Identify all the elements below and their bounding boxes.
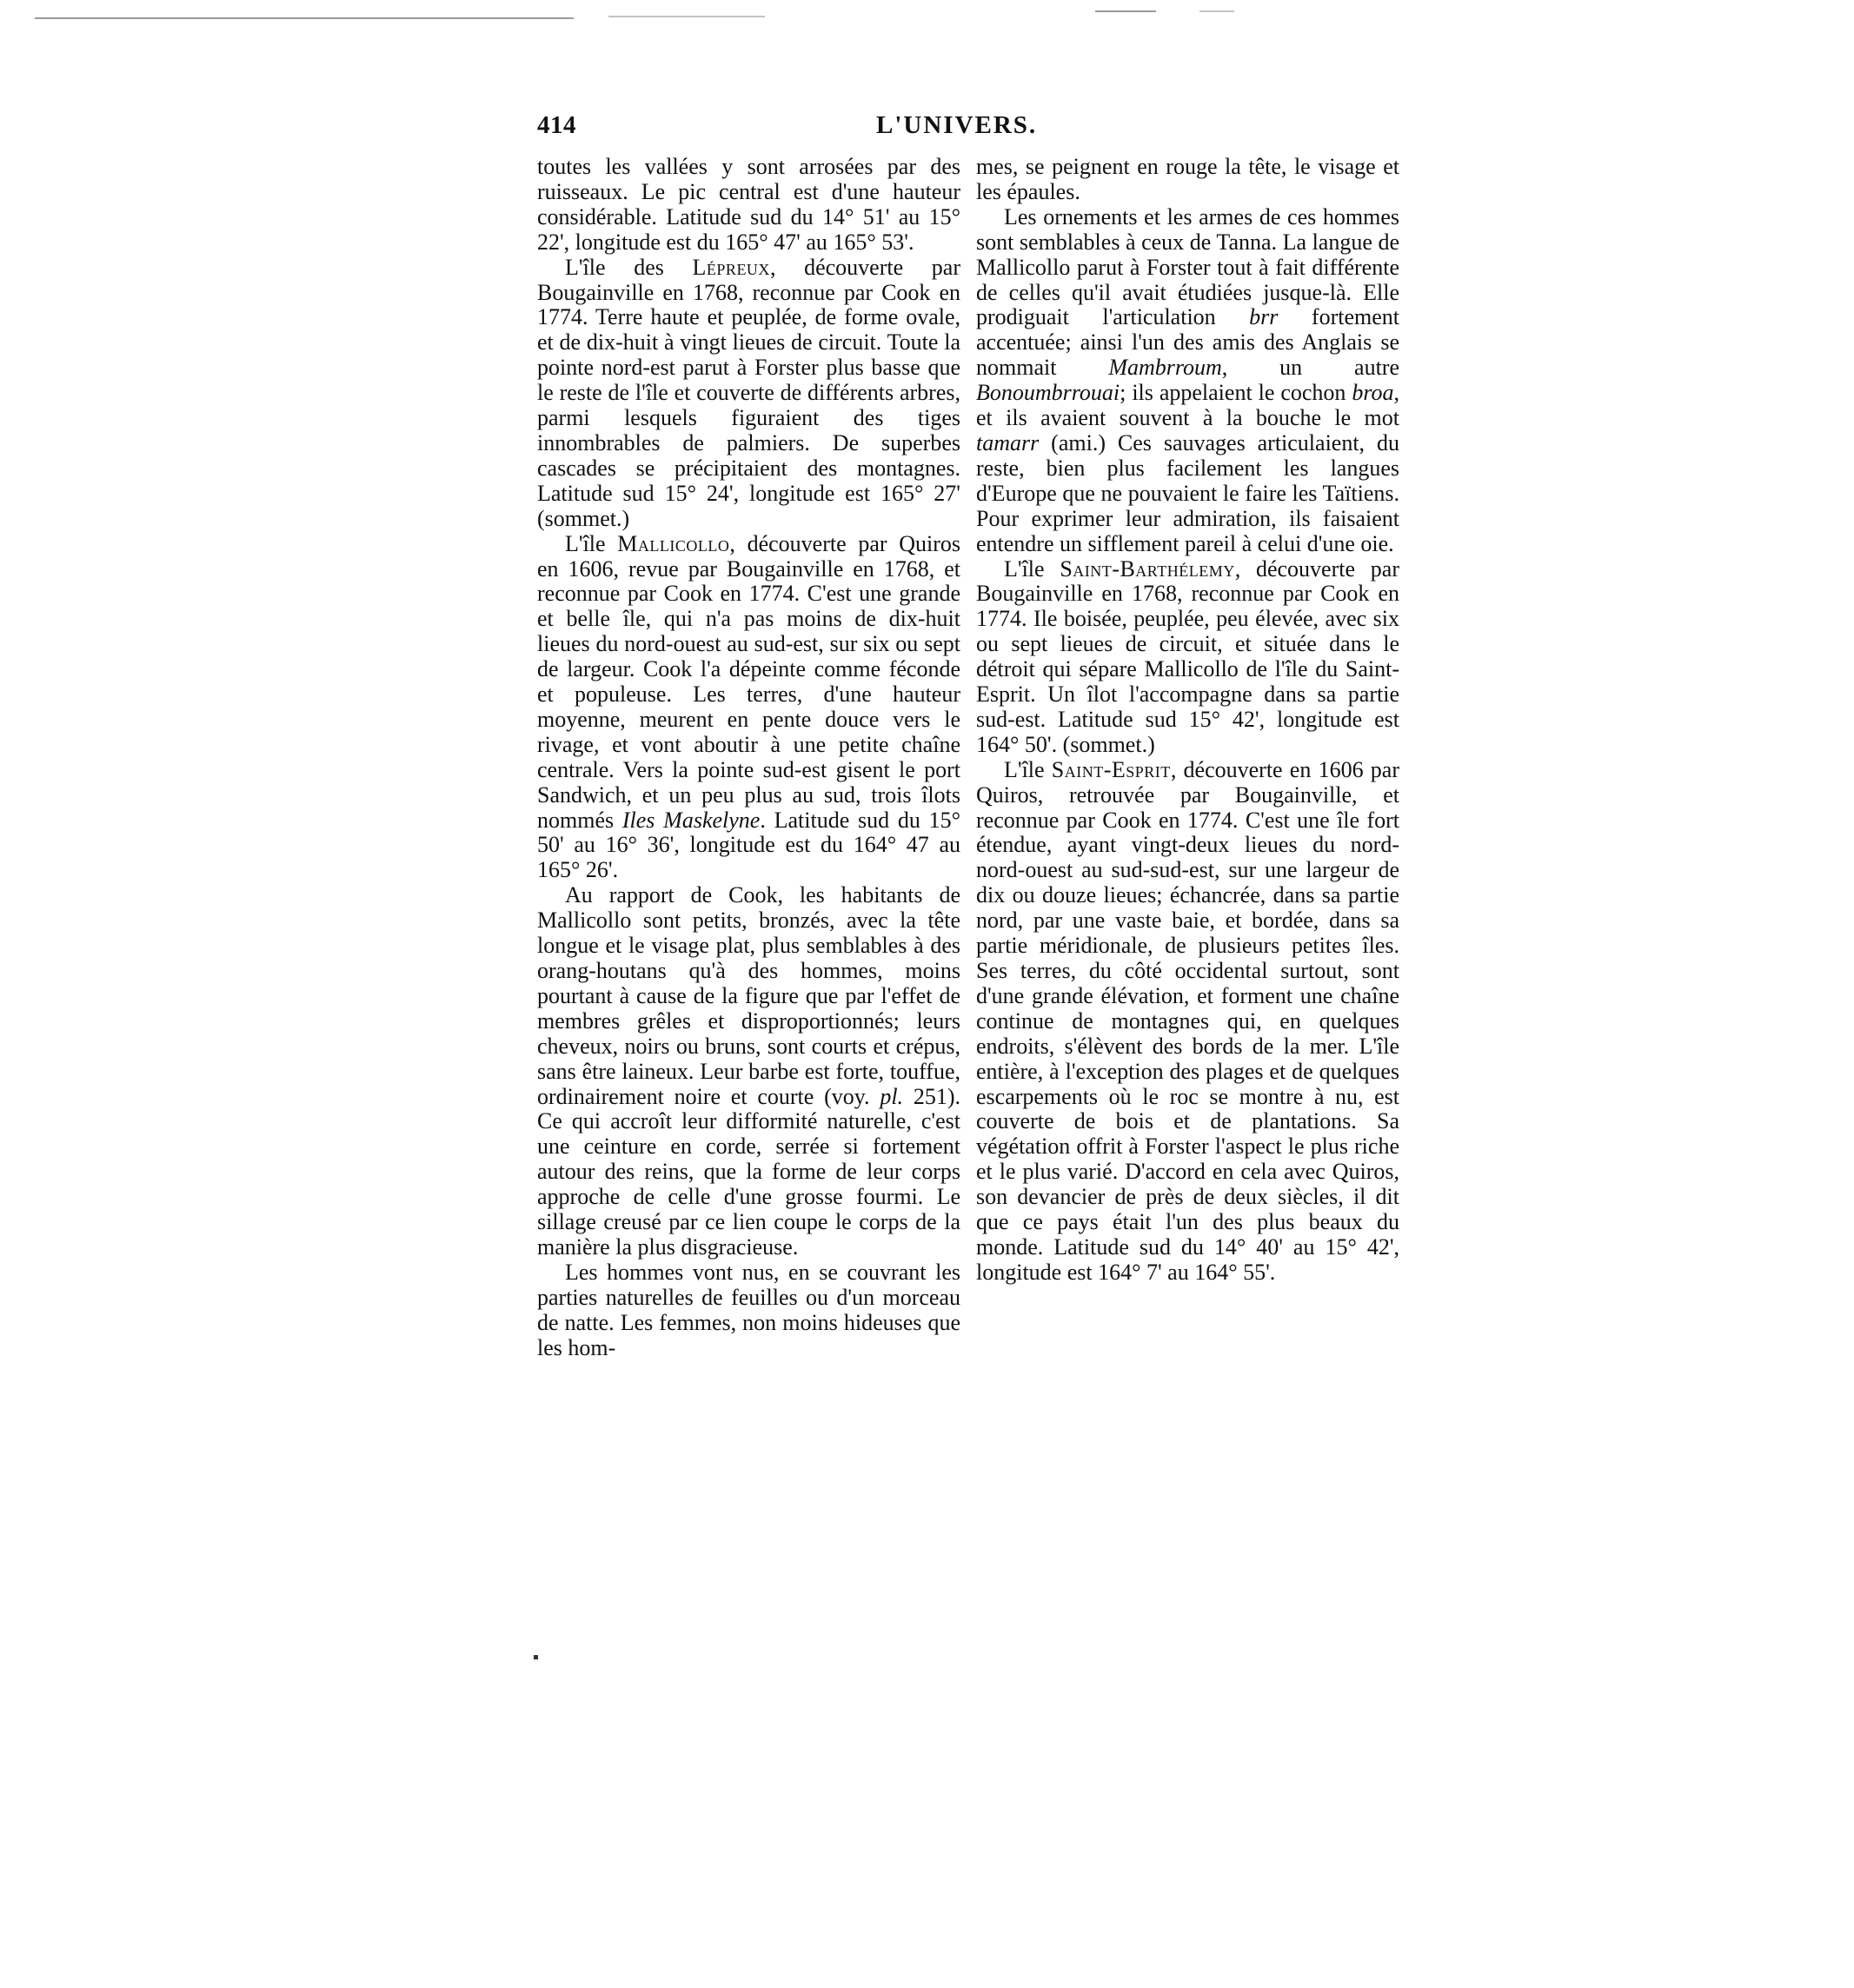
text-column-left bbox=[537, 155, 960, 1361]
scan-artifact-top bbox=[1199, 10, 1234, 12]
text-run: , un autre bbox=[1221, 355, 1399, 381]
italic-term: Mambrroum bbox=[1108, 355, 1222, 381]
text-run: ; ils appelaient le cochon bbox=[1120, 380, 1352, 406]
text-run: 251). Ce qui accroît leur difformité naturelle, c'est une ceinture en corde, serrée si fortement autour des reins, que la forme de leur corps approche de celle d'une grosse fourmi. Le sillage creusé par ce lien coupe le corps de la manière la plus disgracieuse. bbox=[537, 1083, 960, 1260]
italic-term: pl. bbox=[880, 1083, 904, 1109]
text-run: . Latitude sud du 15° 50' au 16° 36', longitude est du 164° 47 au 165° 26'. bbox=[537, 807, 961, 883]
ink-speck bbox=[534, 1655, 538, 1659]
paragraph bbox=[537, 1260, 960, 1361]
text-run: Au rapport de Cook, les habitants de Mallicollo sont petits, bronzés, avec la tête longue et le visage plat, plus semblables à des orang-houtans qu'à des hommes, moins pourtant à cause de la figure que par l'effet de membres grêles et disproportionnés; leurs cheveux, noirs ou bruns, sont courts et crépus, sans être laineux. Leur barbe est forte, touffue, ordinairement noire et courte (voy. bbox=[537, 882, 960, 1109]
page-header bbox=[537, 111, 1389, 146]
scan-artifact-top bbox=[1095, 10, 1156, 12]
text-run: , découverte en 1606 par Quiros, retrouvée par Bougainville, et reconnue par Cook en 1774. C'est une île fort étendue, ayant vingt-deux lieues du nord-nord-ouest au sud-sud-est, sur une largeur de dix ou douze lieues; échancrée, dans sa partie nord, par une vaste baie, et bordée, dans sa partie méridionale, de plusieurs petites îles. Ses terres, du côté occidental surtout, sont d'une grande élévation, et forment une chaîne continue de montagnes qui, en quelques endroits, s'élèvent des bords de la mer. L'île entière, à l'exception des plages et de quelques escarpements où le roc se montre à nu, est couverte de bois et de plantations. Sa végétation offrit à Forster l'aspect le plus riche et le plus varié. D'accord en cela avec Quiros, son devancier de près de deux siècles, il dit que ce pays était l'un des plus beaux du monde. Latitude sud du 14° 40' au 15° 42', longitude est 164° 7' au 164° 55'. bbox=[976, 756, 1400, 1285]
island-name: Saint-Esprit bbox=[1051, 756, 1171, 782]
text-column-right bbox=[976, 155, 1399, 1286]
text-run: L'île bbox=[1004, 555, 1060, 582]
paragraph bbox=[976, 205, 1399, 557]
text-run: L'île bbox=[1004, 756, 1052, 782]
paragraph bbox=[537, 155, 960, 256]
paragraph bbox=[976, 557, 1399, 758]
scan-artifact-top bbox=[35, 17, 574, 19]
page-number: 414 bbox=[537, 111, 576, 139]
italic-term: Bonoumbrrouai bbox=[976, 380, 1120, 406]
paragraph bbox=[537, 883, 960, 1260]
text-run: Les hommes vont nus, en se couvrant les parties naturelles de feuilles ou d'un morceau de natte. Les femmes, non moins hideuses que les hom- bbox=[537, 1259, 960, 1360]
paragraph bbox=[976, 155, 1399, 205]
italic-term: Iles Maskelyne bbox=[621, 807, 761, 833]
text-run: Les ornements et les armes de ces hommes sont semblables à ceux de Tanna. La langue de Mallicollo parut à Forster tout à fait différente de celles qu'il avait étudiées jusque-là. Elle prodiguait l'articulation bbox=[976, 203, 1399, 330]
paragraph bbox=[537, 256, 960, 532]
running-title: L'UNIVERS. bbox=[876, 111, 1038, 139]
text-run: , et ils avaient souvent à la bouche le mot bbox=[976, 380, 1399, 431]
paragraph bbox=[976, 758, 1399, 1286]
island-name: Lépreux bbox=[692, 254, 770, 280]
italic-term: tamarr bbox=[976, 429, 1040, 455]
island-name: Mallicollo bbox=[617, 530, 730, 556]
text-run: fortement accentuée; ainsi l'un des amis des Anglais se nommait bbox=[976, 304, 1399, 381]
scan-artifact-top bbox=[608, 16, 765, 17]
island-name: Saint-Barthélemy bbox=[1060, 555, 1235, 582]
italic-term: brr bbox=[1249, 304, 1279, 330]
text-run: mes, se peignent en rouge la tête, le visage et les épaules. bbox=[976, 154, 1399, 204]
text-run: L'île des bbox=[565, 254, 693, 280]
text-run: (ami.) Ces sauvages articulaient, du reste, bien plus facilement les langues d'Europe que ne pouvaient le faire les Taïtiens. Pour exprimer leur admiration, ils faisaient entendre un sifflement pareil à celui d'une oie. bbox=[976, 429, 1399, 556]
paragraph bbox=[537, 532, 960, 884]
text-run: L'île bbox=[565, 530, 618, 556]
text-run: , découverte par Bougainville en 1768, reconnue par Cook en 1774. Ile boisée, peuplée, peu élevée, avec six ou sept lieues de circuit, et située dans le détroit qui sépare Mallicollo de l'île du Saint-Esprit. Un îlot l'accompagne dans sa partie sud-est. Latitude sud 15° 42', longitude est 164° 50'. (sommet.) bbox=[976, 555, 1399, 757]
text-run: , découverte par Quiros en 1606, revue par Bougainville en 1768, et reconnue par Cook en 1774. C'est une grande et belle île, qui n'a pas moins de dix-huit lieues du nord-ouest au sud-est, sur six ou sept de largeur. Cook l'a dépeinte comme féconde et populeuse. Les terres, d'une hauteur moyenne, meurent en pente douce vers le rivage, et vont aboutir à une petite chaîne centrale. Vers la pointe sud-est gisent le port Sandwich, et un peu plus au sud, trois îlots nommés bbox=[537, 530, 960, 833]
text-run: , découverte par Bougainville en 1768, reconnue par Cook en 1774. Terre haute et peuplée, de forme ovale, et de dix-huit à vingt lieues de circuit. Toute la pointe nord-est parut à Forster plus basse que le reste de l'île et couverte de différents arbres, parmi lesquels figuraient des tiges innombrables de palmiers. De superbes cascades se précipitaient des montagnes. Latitude sud 15° 24', longitude est 165° 27' (sommet.) bbox=[537, 254, 960, 531]
text-run: toutes les vallées y sont arrosées par des ruisseaux. Le pic central est d'une hauteur considérable. Latitude sud du 14° 51' au 15° 22', longitude est du 165° 47' au 165° 53'. bbox=[537, 154, 960, 255]
italic-term: broa bbox=[1352, 380, 1394, 406]
